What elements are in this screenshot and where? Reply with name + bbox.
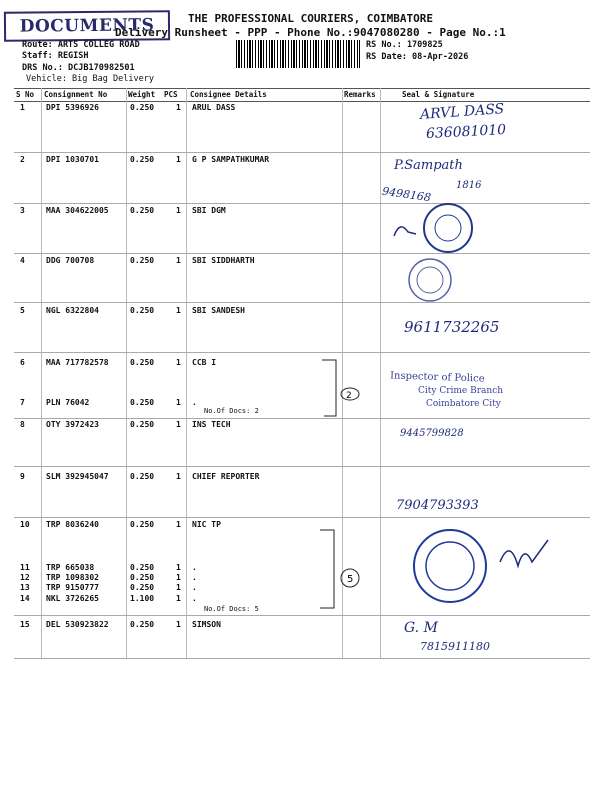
row-1-cons: ARUL DASS [192, 103, 236, 112]
row-2-pcs: 1 [176, 155, 181, 164]
sbi-seal-dgm [386, 200, 496, 256]
row-9-cno: SLM 392945047 [46, 472, 109, 481]
col-consignment: Consignment No [44, 90, 108, 99]
row-8-cons: INS TECH [192, 420, 231, 429]
row-12-pcs: 1 [176, 573, 181, 582]
row-12-cons: . [192, 573, 197, 582]
row-13-sno: 13 [20, 583, 30, 592]
rs-date: RS Date: 08-Apr-2026 [366, 52, 469, 62]
row-divider [14, 253, 590, 254]
col-divider [186, 88, 187, 658]
col-divider [126, 88, 127, 658]
row-14-wt: 1.100 [130, 594, 155, 603]
row-2-wt: 0.250 [130, 155, 155, 164]
row-divider [14, 152, 590, 153]
row-3-wt: 0.250 [130, 206, 155, 215]
row-divider [14, 302, 590, 303]
row-6-cons: CCB I [192, 358, 217, 367]
row-15-pcs: 1 [176, 620, 181, 629]
bracket-mark-2: 5 [347, 574, 354, 585]
phone-ins-tech: 9445799828 [400, 428, 464, 439]
row-8-cno: OTY 3972423 [46, 420, 99, 429]
note-sampath: 1816 [456, 180, 482, 191]
documents-stamp: DOCUMENTS [4, 10, 170, 41]
row-11-cno: TRP 665038 [46, 563, 95, 572]
row-7-wt: 0.250 [130, 398, 155, 407]
row-7-sno: 7 [20, 398, 25, 407]
row-4-wt: 0.250 [130, 256, 155, 265]
row-7-cno: PLN 76042 [46, 398, 90, 407]
nic-seal [408, 524, 498, 608]
vehicle: Vehicle: Big Bag Delivery [26, 74, 154, 84]
row-4-pcs: 1 [176, 256, 181, 265]
row-10-cno: TRP 8036240 [46, 520, 99, 529]
row-13-wt: 0.250 [130, 583, 155, 592]
signature-sampath: P.Sampath [394, 158, 463, 173]
route: Route: ARTS COLLEG ROAD [22, 40, 140, 50]
row-13-cno: TRP 9150777 [46, 583, 99, 592]
seal-crime-branch: City Crime Branch [418, 386, 504, 396]
row-11-pcs: 1 [176, 563, 181, 572]
sbi-seal-siddharth [400, 256, 460, 302]
row-14-cons: . [192, 594, 197, 603]
row-divider [14, 466, 590, 467]
col-remarks: Remarks [344, 90, 376, 99]
row-8-pcs: 1 [176, 420, 181, 429]
col-pcs: PCS [164, 90, 178, 99]
nic-signature [496, 532, 566, 582]
bracket-mark-1: 2 [346, 391, 352, 401]
seal-inspector: Inspector of Police [389, 370, 485, 385]
row-divider [14, 418, 590, 419]
col-weight: Weight [128, 90, 156, 99]
row-9-wt: 0.250 [130, 472, 155, 481]
row-15-cno: DEL 530923822 [46, 620, 109, 629]
phone-sampath: 9498168 [381, 184, 432, 205]
group-bracket-1 [318, 358, 362, 418]
row-5-pcs: 1 [176, 306, 181, 315]
row-9-pcs: 1 [176, 472, 181, 481]
row-divider [14, 658, 590, 659]
row-12-cno: TRP 1098302 [46, 573, 99, 582]
company-title: THE PROFESSIONAL COURIERS, COIMBATORE [188, 12, 434, 25]
row-14-sno: 14 [20, 594, 30, 603]
signature-arul-dass: ARVL DASS [419, 101, 505, 123]
col-sno: S No [16, 90, 35, 99]
phone-sandesh: 9611732265 [404, 318, 500, 336]
row-13-cons: . [192, 583, 197, 592]
row-10-pcs: 1 [176, 520, 181, 529]
drs-number: DRS No.: DCJB170982501 [22, 63, 135, 73]
row-1-wt: 0.250 [130, 103, 155, 112]
row-15-wt: 0.250 [130, 620, 155, 629]
row-divider [14, 352, 590, 353]
rs-number: RS No.: 1709825 [366, 40, 443, 50]
row-1-cno: DPI 5396926 [46, 103, 99, 112]
row-3-cno: MAA 304622005 [46, 206, 109, 215]
row-15-sno: 15 [20, 620, 30, 629]
phone-simson: 7815911180 [420, 640, 490, 653]
row-8-sno: 8 [20, 420, 25, 429]
row-5-wt: 0.250 [130, 306, 155, 315]
row-6-sno: 6 [20, 358, 25, 367]
row-6-wt: 0.250 [130, 358, 155, 367]
row-5-cno: NGL 6322804 [46, 306, 99, 315]
signature-simson: G. M [404, 620, 438, 636]
row-7-cons: . [192, 398, 197, 407]
row-14-pcs: 1 [176, 594, 181, 603]
seal-coimbatore-city: Coimbatore City [426, 399, 501, 409]
row-10-cons: NIC TP [192, 520, 221, 529]
row-10-sno: 10 [20, 520, 30, 529]
group-bracket-2 [318, 528, 362, 612]
row-5-cons: SBI SANDESH [192, 306, 245, 315]
table-header [14, 88, 590, 102]
row-11-cons: . [192, 563, 197, 572]
row-divider [14, 203, 590, 204]
row-4-cno: DDG 700708 [46, 256, 95, 265]
group-note-2: No.Of Docs: 5 [204, 605, 259, 613]
row-1-pcs: 1 [176, 103, 181, 112]
row-4-cons: SBI SIDDHARTH [192, 256, 255, 265]
row-9-sno: 9 [20, 472, 25, 481]
row-4-sno: 4 [20, 256, 25, 265]
row-10-wt: 0.250 [130, 520, 155, 529]
row-6-cno: MAA 717782578 [46, 358, 109, 367]
row-6-pcs: 1 [176, 358, 181, 367]
phone-arul-dass: 636081010 [425, 121, 507, 143]
row-divider [14, 615, 590, 616]
row-2-cons: G P SAMPATHKUMAR [192, 155, 270, 164]
row-3-pcs: 1 [176, 206, 181, 215]
row-2-sno: 2 [20, 155, 25, 164]
barcode [236, 40, 360, 68]
col-consignee: Consignee Details [190, 90, 267, 99]
row-3-sno: 3 [20, 206, 25, 215]
row-7-pcs: 1 [176, 398, 181, 407]
row-3-cons: SBI DGM [192, 206, 226, 215]
row-1-sno: 1 [20, 103, 25, 112]
row-11-wt: 0.250 [130, 563, 155, 572]
phone-chief-reporter: 7904793393 [396, 498, 479, 513]
row-2-cno: DPI 1030701 [46, 155, 99, 164]
group-note-1: No.Of Docs: 2 [204, 407, 259, 415]
runsheet-subtitle: Delivery Runsheet - PPP - Phone No.:9047080280 - Page No.:1 [115, 26, 506, 39]
col-divider [380, 88, 381, 658]
row-5-sno: 5 [20, 306, 25, 315]
row-9-cons: CHIEF REPORTER [192, 472, 260, 481]
row-13-pcs: 1 [176, 583, 181, 592]
row-divider [14, 517, 590, 518]
row-12-wt: 0.250 [130, 573, 155, 582]
staff: Staff: REGISH [22, 51, 89, 61]
row-12-sno: 12 [20, 573, 30, 582]
row-8-wt: 0.250 [130, 420, 155, 429]
row-15-cons: SIMSON [192, 620, 221, 629]
col-seal-signature: Seal & Signature [402, 90, 475, 99]
col-divider [41, 88, 42, 658]
row-14-cno: NKL 3726265 [46, 594, 99, 603]
row-11-sno: 11 [20, 563, 30, 572]
